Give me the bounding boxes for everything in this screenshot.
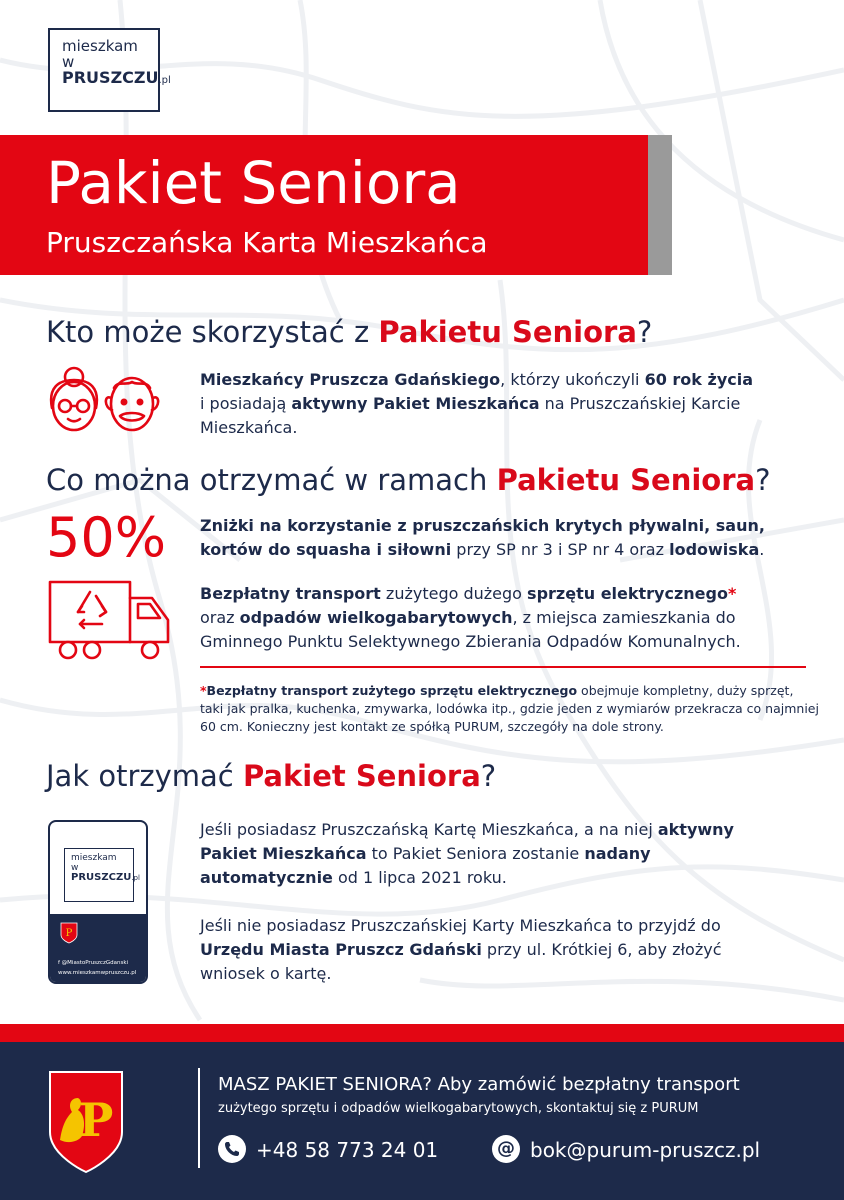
para1-granted: nadany (584, 844, 651, 863)
how-to-get-para-2 (200, 914, 820, 986)
logo-line-3 (62, 68, 171, 89)
transport-asterisk: * (727, 584, 737, 603)
para1-part-1: Jeśli posiadasz Pruszczańską Kartę Mieszkańca, a na niej (200, 820, 658, 839)
para1-part-7: od 1 lipca 2021 roku. (332, 868, 507, 887)
card-logo-line-1: mieszkam (71, 853, 117, 863)
footnote-text: obejmuje kompletny, duży sprzęt, taki jak pralka, kuchenka, zmywarka, lodówka itp., gdzie jeden z wymiarów przekracza co najmniej 60 cm. Konieczny jest kontakt ze spółką PURUM, szczegóły na dole strony. (200, 683, 819, 734)
section-how-to-get-heading (46, 758, 496, 794)
heading-text: Co można otrzymać w ramach (46, 463, 497, 497)
logo-line-1: mieszkam (62, 37, 138, 55)
logo-line-2: w (62, 53, 75, 71)
discount-part-4: przy SP nr 3 i SP nr 4 oraz (451, 540, 670, 559)
page-title: Pakiet Seniora (46, 149, 461, 217)
heading-suffix: ? (755, 463, 771, 497)
discount-ice-rink: lodowiska (669, 540, 760, 559)
discount-facilities: pruszczańskich krytych pływalni, saun, (412, 516, 765, 535)
transport-part-5: oraz (200, 608, 240, 627)
footer (0, 1042, 844, 1200)
para2-part-3: przy ul. Krótkiej 6, aby złożyć (481, 940, 722, 959)
footer-divider (198, 1068, 200, 1168)
eligibility-residents: Mieszkańcy Pruszcza Gdańskiego (200, 370, 501, 389)
transport-part-2: zużytego dużego (380, 584, 528, 603)
phone-icon (218, 1135, 246, 1163)
discount-part-1: Zniżki na korzystanie z (200, 516, 413, 535)
heading-highlight: Pakiet Seniora (242, 759, 481, 793)
footer-phone[interactable]: +48 58 773 24 01 (256, 1138, 439, 1162)
resident-card-image (48, 820, 148, 984)
eligibility-part-4: i posiadają (200, 394, 292, 413)
card-dark-panel (50, 914, 146, 984)
section-benefits-heading (46, 462, 770, 498)
eligibility-part-2: , którzy ukończyli (500, 370, 645, 389)
page-subtitle: Pruszczańska Karta Mieszkańca (46, 226, 488, 259)
discount-courts: kortów do squasha i siłowni (200, 540, 452, 559)
discount-part-6: . (759, 540, 765, 559)
footnote-bold: Bezpłatny transport zużytego sprzętu elektrycznego (206, 683, 578, 698)
heading-suffix: ? (636, 315, 653, 349)
footnote (200, 682, 820, 736)
card-website: www.mieszkamwpruszczu.pl (58, 970, 137, 976)
banner-gray-accent (648, 135, 672, 275)
para1-package: Pakiet Mieszkańca (200, 844, 367, 863)
footer-red-stripe (0, 1024, 844, 1042)
eligibility-part-6: na Pruszczańskiej Karcie (539, 394, 741, 413)
footer-headline: MASZ PAKIET SENIORA? Aby zamówić bezpłatny transport (218, 1074, 740, 1095)
at-icon: @ (492, 1135, 520, 1163)
discount-percent: 50% (46, 506, 167, 569)
transport-part-7: , z miejsca zamieszkania do (512, 608, 736, 627)
svg-text:P: P (78, 1093, 114, 1147)
card-logo (64, 848, 140, 902)
footer-email[interactable]: bok@purum-pruszcz.pl (530, 1138, 761, 1162)
svg-text:P: P (65, 928, 73, 939)
eligibility-text (200, 368, 820, 440)
heading-highlight: Pakietu Seniora (496, 463, 756, 497)
transport-part-8: Gminnego Punktu Selektywnego Zbierania Odpadów Komunalnych. (200, 632, 741, 651)
card-logo-city: PRUSZCZU (71, 872, 132, 883)
logo-suffix: .pl (158, 75, 171, 86)
transport-text (200, 582, 820, 654)
footnote-divider (200, 666, 806, 668)
eligibility-age: 60 rok życia (644, 370, 754, 389)
heading-highlight: Pakietu Seniora (378, 315, 637, 349)
card-logo-line-2: w (71, 863, 79, 873)
crest-icon (48, 1070, 124, 1174)
footnote-star: * (200, 683, 207, 698)
transport-equipment: sprzętu elektrycznego (527, 584, 728, 603)
heading-text: Kto może skorzystać z (46, 315, 379, 349)
footer-subline: zużytego sprzętu i odpadów wielkogabarytowych, skontaktuj się z PURUM (218, 1101, 699, 1116)
mieszkam-w-pruszczu-logo (48, 28, 171, 112)
discount-text (200, 514, 820, 562)
section-eligibility-heading (46, 314, 652, 350)
recycling-truck-icon (46, 578, 174, 664)
heading-text: Jak otrzymać (46, 759, 243, 793)
card-facebook: f @MiastoPruszczGdanski (58, 960, 129, 966)
crest-icon (60, 922, 78, 944)
para2-city-hall: Urzędu Miasta Pruszcz Gdański (200, 940, 482, 959)
logo-city: PRUSZCZU (62, 68, 159, 87)
card-logo-suffix: .pl (131, 874, 140, 882)
para1-active: aktywny (657, 820, 734, 839)
eligibility-part-7: Mieszkańca. (200, 418, 298, 437)
transport-free: Bezpłatny transport (200, 584, 381, 603)
eligibility-active-package: aktywny Pakiet Mieszkańca (291, 394, 540, 413)
para1-automatically: automatycznie (200, 868, 333, 887)
transport-bulky-waste: odpadów wielkogabarytowych (239, 608, 513, 627)
para2-part-1: Jeśli nie posiadasz Pruszczańskiej Karty Mieszkańca to przyjdź do (200, 916, 721, 935)
para1-part-4: to Pakiet Seniora zostanie (366, 844, 585, 863)
heading-suffix: ? (480, 759, 497, 793)
seniors-couple-icon (44, 362, 166, 438)
para2-part-4: wniosek o kartę. (200, 964, 332, 983)
how-to-get-para-1 (200, 818, 820, 890)
phone-glyph-icon (218, 1135, 246, 1163)
